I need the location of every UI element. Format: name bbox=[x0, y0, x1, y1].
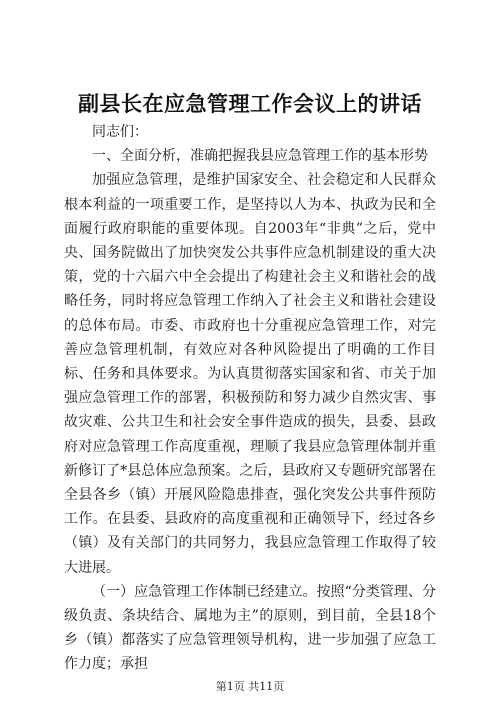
document-title: 副县长在应急管理工作会议上的讲话 bbox=[78, 91, 422, 116]
paragraph: 加强应急管理，是维护国家安全、社会稳定和人民群众根本利益的一项重要工作，是坚持以人为本、执政为民和全面履行政府职能的重要体现。自2003年“非典”之后，党中央、国务院做出了加快突发公共事件应急机制建设的重大决策，党的十六届六中全会提出了构建社会主义和谐社会的战略任务，同时将应急管理工作纳入了社会主义和谐社会建设的总体布局。市委、市政府也十分重视应急管理工作，对完善应急管理机制，有效应对各种风险提出了明确的工作目标、任务和具体要求。为认真贯彻落实国家和省、市关于加强应急管理工作的部署，积极预防和努力减少自然灾害、事故灾难、公共卫生和社会安全事件造成的损失，县委、县政府对应急管理工作高度重视，理顺了我县应急管理体制并重新修订了*县总体应急预案。之后，县政府又专题研究部署在全县各乡（镇）开展风险隐患排查，强化突发公共事件预防工作。在县委、县政府的高度重视和正确领导下，经过各乡（镇）及有关部门的共同努力，我县应急管理工作取得了较大进展。 bbox=[64, 172, 436, 576]
document-body bbox=[64, 120, 436, 677]
salutation: 同志们： bbox=[92, 124, 148, 140]
section-heading: 一、全面分析，准确把握我县应急管理工作的基本形势 bbox=[92, 148, 428, 165]
page-footer: 第1页 共11页 bbox=[215, 680, 285, 693]
paragraph: （一）应急管理工作体制已经建立。按照“分类管理、分级负责、条块结合、属地为主”的原则，到目前，全县18个乡（镇）都落实了应急管理领导机构，进一步加强了应急工作力度；承担 bbox=[64, 583, 436, 673]
